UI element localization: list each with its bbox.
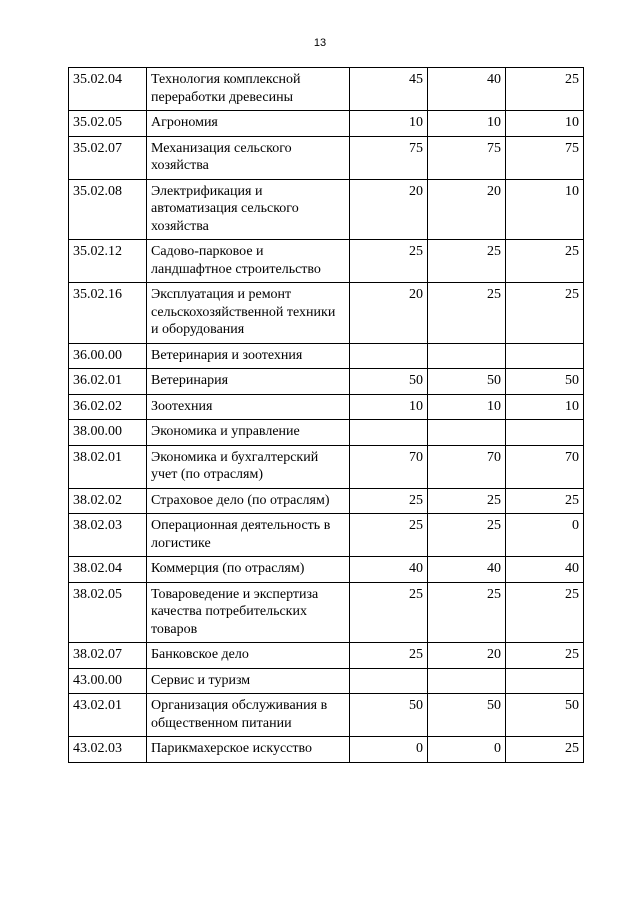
specialty-code: 36.00.00 [69, 343, 147, 369]
specialty-name: Страховое дело (по отраслям) [147, 488, 350, 514]
table-row [69, 643, 584, 669]
specialty-name: Технология комплексной переработки древесины [147, 68, 350, 111]
specialty-code: 43.02.01 [69, 694, 147, 737]
value-col-3: 25 [506, 68, 584, 111]
value-col-1: 10 [350, 111, 428, 137]
specialty-name: Зоотехния [147, 394, 350, 420]
specialty-code: 43.00.00 [69, 668, 147, 694]
value-col-2: 20 [428, 179, 506, 240]
table-row [69, 136, 584, 179]
value-col-3: 50 [506, 369, 584, 395]
specialty-name: Садово-парковое и ландшафтное строительство [147, 240, 350, 283]
value-col-3: 25 [506, 582, 584, 643]
table-row [69, 557, 584, 583]
specialty-code: 35.02.08 [69, 179, 147, 240]
specialty-name: Ветеринария [147, 369, 350, 395]
specialty-code: 38.02.03 [69, 514, 147, 557]
value-col-1 [350, 668, 428, 694]
specialty-name: Механизация сельского хозяйства [147, 136, 350, 179]
specialty-code: 36.02.01 [69, 369, 147, 395]
value-col-3: 10 [506, 394, 584, 420]
value-col-3: 25 [506, 488, 584, 514]
value-col-1: 75 [350, 136, 428, 179]
value-col-2: 25 [428, 488, 506, 514]
value-col-2: 25 [428, 514, 506, 557]
value-col-1: 25 [350, 514, 428, 557]
value-col-3: 40 [506, 557, 584, 583]
table-row [69, 394, 584, 420]
specialty-name: Коммерция (по отраслям) [147, 557, 350, 583]
specialty-code: 35.02.12 [69, 240, 147, 283]
specialty-code: 35.02.05 [69, 111, 147, 137]
value-col-2: 20 [428, 643, 506, 669]
table-row [69, 68, 584, 111]
value-col-2: 25 [428, 283, 506, 344]
value-col-2: 50 [428, 694, 506, 737]
specialty-name: Электрификация и автоматизация сельского хозяйства [147, 179, 350, 240]
value-col-1: 45 [350, 68, 428, 111]
table-row [69, 445, 584, 488]
specialty-code: 43.02.03 [69, 737, 147, 763]
value-col-2: 10 [428, 394, 506, 420]
value-col-2 [428, 668, 506, 694]
value-col-1: 25 [350, 582, 428, 643]
value-col-1: 20 [350, 179, 428, 240]
value-col-2 [428, 343, 506, 369]
value-col-3 [506, 668, 584, 694]
page-number: 13 [313, 37, 327, 49]
table-row [69, 737, 584, 763]
value-col-3: 25 [506, 283, 584, 344]
specialty-code: 35.02.16 [69, 283, 147, 344]
specialty-name: Организация обслуживания в общественном питании [147, 694, 350, 737]
value-col-1: 70 [350, 445, 428, 488]
table-row [69, 179, 584, 240]
value-col-1: 10 [350, 394, 428, 420]
value-col-3: 50 [506, 694, 584, 737]
value-col-3: 25 [506, 737, 584, 763]
specialty-code: 36.02.02 [69, 394, 147, 420]
value-col-1: 0 [350, 737, 428, 763]
value-col-2: 70 [428, 445, 506, 488]
value-col-3: 10 [506, 111, 584, 137]
specialty-code: 38.02.01 [69, 445, 147, 488]
specialty-name: Ветеринария и зоотехния [147, 343, 350, 369]
specialty-name: Экономика и бухгалтерский учет (по отраслям) [147, 445, 350, 488]
table-row [69, 369, 584, 395]
value-col-2 [428, 420, 506, 446]
value-col-1: 25 [350, 488, 428, 514]
table-row [69, 111, 584, 137]
table-row [69, 283, 584, 344]
specialties-table [68, 67, 584, 763]
table-body [69, 68, 584, 763]
specialty-name: Агрономия [147, 111, 350, 137]
table-row [69, 420, 584, 446]
value-col-3: 0 [506, 514, 584, 557]
specialty-name: Сервис и туризм [147, 668, 350, 694]
value-col-2: 25 [428, 582, 506, 643]
table-row [69, 694, 584, 737]
value-col-2: 0 [428, 737, 506, 763]
table-row [69, 240, 584, 283]
value-col-2: 75 [428, 136, 506, 179]
value-col-1: 50 [350, 369, 428, 395]
specialty-name: Товароведение и экспертиза качества потребительских товаров [147, 582, 350, 643]
value-col-1: 25 [350, 240, 428, 283]
specialty-code: 38.00.00 [69, 420, 147, 446]
value-col-2: 10 [428, 111, 506, 137]
value-col-2: 40 [428, 68, 506, 111]
value-col-3: 25 [506, 643, 584, 669]
specialty-name: Экономика и управление [147, 420, 350, 446]
value-col-1: 25 [350, 643, 428, 669]
specialty-name: Парикмахерское искусство [147, 737, 350, 763]
value-col-3: 75 [506, 136, 584, 179]
value-col-3: 70 [506, 445, 584, 488]
value-col-1: 50 [350, 694, 428, 737]
value-col-3 [506, 420, 584, 446]
value-col-2: 40 [428, 557, 506, 583]
value-col-1 [350, 343, 428, 369]
specialty-name: Эксплуатация и ремонт сельскохозяйственной техники и оборудования [147, 283, 350, 344]
specialty-code: 35.02.07 [69, 136, 147, 179]
table-row [69, 488, 584, 514]
value-col-1: 20 [350, 283, 428, 344]
specialty-code: 35.02.04 [69, 68, 147, 111]
specialty-code: 38.02.07 [69, 643, 147, 669]
value-col-3: 10 [506, 179, 584, 240]
table-row [69, 582, 584, 643]
value-col-1: 40 [350, 557, 428, 583]
specialty-name: Банковское дело [147, 643, 350, 669]
value-col-2: 50 [428, 369, 506, 395]
value-col-2: 25 [428, 240, 506, 283]
specialty-code: 38.02.04 [69, 557, 147, 583]
table-row [69, 668, 584, 694]
specialty-code: 38.02.05 [69, 582, 147, 643]
value-col-3: 25 [506, 240, 584, 283]
table-row [69, 343, 584, 369]
specialty-code: 38.02.02 [69, 488, 147, 514]
table-row [69, 514, 584, 557]
specialty-name: Операционная деятельность в логистике [147, 514, 350, 557]
value-col-1 [350, 420, 428, 446]
value-col-3 [506, 343, 584, 369]
